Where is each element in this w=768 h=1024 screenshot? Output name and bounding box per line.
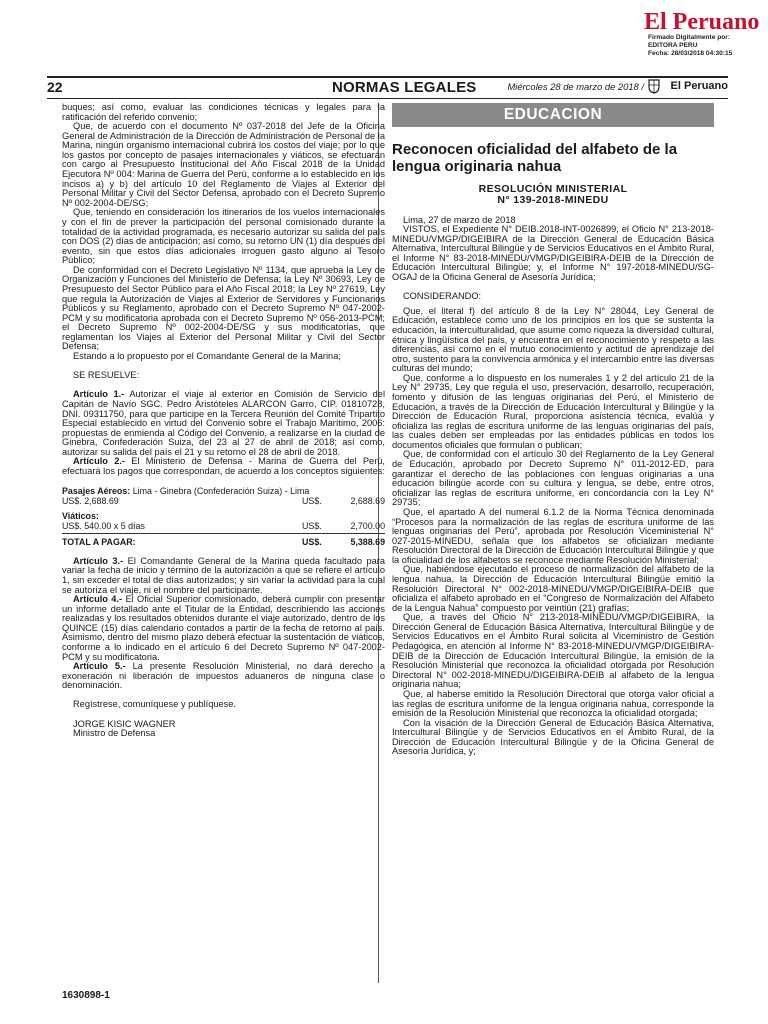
paragraph: Que, el literal f) del artículo 8 de la Ley N° 28044, Ley General de Educación, establece como uno de los principios en los que se sustenta la educación, la interculturalidad, que asume como riqueza la diversidad cultural, étnica y lingüística del país, y encuentra en el reconocimiento y respeto a las diferencias, así como en el mutuo conocimiento y actitud de aprendizaje del otro, sustento para la convivencia armónica y el intercambio entre las diversas culturas del mundo; — [392, 305, 714, 374]
el-peruano-logo — [644, 8, 760, 34]
running-header — [47, 79, 728, 97]
total-label: TOTAL A PAGAR: — [62, 537, 136, 548]
article-label: Artículo 5.- — [73, 661, 126, 672]
payment-label: Viáticos: — [62, 511, 99, 522]
digital-signature — [648, 34, 732, 59]
paragraph: Que, de acuerdo con el documento Nº 037-2018 del Jefe de la Oficina General de Administración de la Dirección de Administración de Personal de la Marina, ningún organismo internacional cubrirá los costos del viaje; por lo que los gastos por concepto de pasajes internacionales y viáticos, se efectuarán con cargo al Presupuesto Institucional del Año Fiscal 2018 de la Unidad Ejecutora Nº 004: Marina de Guerra del Perú, conforme a lo establecido en los incisos a) y b) del artículo 10 del Reglamento de Viajes al Exterior del Personal Militar y Civil del Sector Defensa, aprobado con el Decreto Supremo Nº 002-2004-DE/SG; — [62, 121, 385, 208]
total-currency: US$. — [302, 537, 322, 548]
signature-line: Fecha: 28/03/2018 04:30:15 — [648, 50, 733, 58]
total-amount: 5,388.69 — [350, 537, 385, 548]
logo-text: El Peruano — [644, 9, 760, 34]
payment-amount: 2,700.00 — [350, 521, 385, 532]
paragraph: Que, conforme a lo dispuesto en los numerales 1 y 2 del artículo 21 de la Ley N° 29735, Ley que regula el uso, preservación, desarrollo, recuperación, fomento y difusión de las lenguas originarias del Perú, el Ministerio de Educación, a través de la Dirección de Educación Intercultural y Bilingüe y la Dirección de Educación Rural, proporciona asistencia técnica, evalúa y oficializa las reglas de escritura uniforme de las lenguas originarias del país, las cuales deben ser empleadas por las entidades públicas en todos los documentos oficiales que formulan o publican; — [392, 372, 714, 450]
paragraph: De conformidad con el Decreto Legislativo Nº 1134, que aprueba la Ley de Organización y Funciones del Ministerio de Defensa; la Ley Nº 30693, Ley de Presupuesto del Sector Público para el Año Fiscal 2018; la Ley Nº 27619, Ley que regula la Autorización de Viajes al Exterior de Servidores y Funcionarios Públicos y su Reglamento, aprobado con el Decreto Supremo Nº 047-2002-PCM y su modificatoria aprobada con el Decreto Supremo Nº 056-2013-PCM; el Decreto Supremo Nº 002-2004-DE/SG y sus modificatorias, que reglamentan los Viajes al Exterior del Personal Militar y Civil del Sector Defensa; — [62, 264, 385, 352]
article-label: Artículo 4.- — [73, 594, 123, 605]
payment-route: Lima - Ginebra (Confederación Suiza) - Lima — [130, 486, 310, 497]
article-text: El Ministerio de Defensa - Marina de Guerra del Perú, efectuará los pagos que correspondan, de acuerdo a los conceptos siguientes: — [62, 456, 385, 476]
section-title: NORMAS LEGALES — [332, 79, 477, 96]
payment-currency: US$. — [302, 521, 322, 532]
payment-total-row — [62, 537, 385, 547]
article-label: Artículo 3.- — [73, 555, 124, 566]
signature-line: Firmado Digitalmente por: — [648, 34, 731, 41]
se-resuelve-heading: SE RESUELVE: — [73, 370, 140, 381]
article-text: Autorizar el viaje al exterior en Comisión de Servicio del Capitán de Navío SGC. Pedro Aristóteles ALARCON Garro, CIP. 01810728, DNI. 09311750, para que participe en la Tercera Reunión del Comité Tripartito Especial establecido en virtud del Convenio sobre el Trabajo Marítimo, 2006: propuestas de enmienda al Código del Convenio, a realizarse en la ciudad de Ginebra, Confederación Suiza, del 23 al 27 de abril de 2018; así como, autorizar su salida del país el 21 y su retorno el 28 de abril de 2018. — [62, 389, 385, 457]
payment-pasajes-heading — [62, 486, 385, 496]
payment-row — [62, 496, 385, 506]
payment-currency: US$. — [302, 496, 322, 507]
publication-code: 1630898-1 — [62, 990, 110, 1001]
resolution-number: N° 139-2018-MINEDU — [497, 194, 609, 206]
payment-item: US$. 540.00 x 5 días — [62, 521, 145, 532]
article-text: La presente Resolución Ministerial, no dará derecho a exoneración ni liberación de impuestos aduaneros de ninguna clase o denominación. — [62, 661, 386, 691]
article-label: Artículo 1.- — [73, 389, 125, 400]
article-2 — [62, 457, 385, 476]
article-3 — [62, 557, 385, 595]
payment-amount: 2,688.69 — [350, 496, 385, 507]
right-column — [392, 103, 714, 757]
resolution-type: RESOLUCIÓN MINISTERIAL — [478, 183, 628, 195]
left-column — [62, 103, 385, 739]
place-date: Lima, 27 de marzo de 2018 — [403, 214, 516, 225]
paragraph: Que, a través del Oficio N° 213-2018-MINEDU/VMGP/DIGEIBIRA, la Dirección General de Educación Básica Alternativa, Intercultural Bilingüe y de Servicios Educativos en el Ámbito Rural solicita al Viceministro de Gestión Pedagógica, en atención al Informe N° 83-2018-MINEDU/VMGP/DIGEIBIRA-DEIB de la Dirección de Educación Intercultural Bilingüe, la emisión de la Resolución Ministerial que reconozca la oficialidad otorgada por Resolución Directoral N° 002-2018-MINEDU/DIGEIBIRA-DEIB al alfabeto de la lengua originaria nahua; — [392, 612, 714, 690]
coat-of-arms-icon — [647, 78, 661, 94]
header-brand: El Peruano — [670, 80, 728, 92]
paragraph: Con la visación de la Dirección General de Educación Básica Alternativa, Intercultural Bilingüe y de Servicios Educativos en el Ámbito Rural, de la Dirección de Educación Intercultural Bilingüe y de la Oficina General de Asesoría Jurídica, y; — [392, 717, 714, 757]
page-number: 22 — [47, 79, 63, 95]
signer-role: Ministro de Defensa — [73, 728, 156, 739]
payment-label: Pasajes Aéreos: — [62, 486, 131, 497]
paragraph: Estando a lo propuesto por el Comandante General de la Marina; — [73, 351, 341, 362]
article-text: El Comandante General de la Marina queda facultado para variar la fecha de inicio y término de la autorización a que se refiere el artículo 1, sin exceder el total de días autorizados; y sin variar la actividad para la cual se autoriza el viaje, ni el nombre del participante. — [62, 555, 385, 595]
payment-rule — [62, 533, 385, 534]
payment-viaticos-heading — [62, 511, 385, 521]
paragraph: Que, habiéndose ejecutado el proceso de normalización del alfabeto de la lengua nahua, la Dirección de Educación Intercultural Bilingüe emitió la Resolución Directoral N° 002-2018-MINEDU/VMGP/DIGEIBIRA-DEIB que oficializa el alfabeto aprobado en el “Congreso de Normalización del Alfabeto de la Lengua Nahua” compuesto por veintiún (21) grafías; — [392, 564, 714, 613]
paragraph: buques; así como, evaluar las condiciones técnicas y legales para la ratificación del referido convenio; — [62, 102, 385, 122]
payment-row — [62, 521, 385, 531]
closing-formula: Regístrese, comuníquese y publíquese. — [73, 699, 236, 710]
article-5 — [62, 662, 385, 691]
resolution-headline: Reconocen oficialidad del alfabeto de la lengua originaria nahua — [392, 141, 678, 175]
signature-line: EDITORA PERU — [648, 42, 698, 50]
payments-table — [62, 486, 385, 547]
publication-date: Miércoles 28 de marzo de 2018 / — [507, 81, 644, 92]
article-1 — [62, 390, 385, 457]
paragraph: Que, al haberse emitido la Resolución Directoral que otorga valor oficial a las reglas de escritura uniforme de la lengua originaria nahua, corresponde la emisión de la Resolución Ministerial que reconozca la oficialidad otorgada; — [392, 688, 714, 719]
paragraph: Que, el apartado A del numeral 6.1.2 de la Norma Técnica denominada “Procesos para la normalización de las reglas de escritura uniforme de las lenguas originarias del Perú”, aprobada por Resolución Viceministerial N° 027-2015-MINEDU, señala que los alfabetos se oficializan mediante Resolución Directoral de la Dirección de Educación Intercultural Bilingüe y que la oficialidad de los alfabetos se reconoce mediante Resolución Ministerial; — [392, 506, 714, 565]
signer-name: JORGE KISIC WAGNER — [73, 718, 176, 729]
header-rule-bottom — [47, 98, 728, 99]
paragraph: Que, de conformidad con el artículo 30 del Reglamento de la Ley General de Educación, aprobado por Decreto Supremo N° 011-2012-ED, para garantizar el derecho de las poblaciones con lenguas originarias a una educación bilingüe acorde con su cultura y lengua, se debe, entre otros, oficializar las reglas de escritura uniforme, en concordancia con la Ley N° 29735; — [392, 449, 714, 508]
article-text: El Oficial Superior comisionado, deberá cumplir con presentar un informe detallado ante el Titular de la Entidad, describiendo las acciones realizadas y los resultados obtenidos durante el viaje autorizado, dentro de los QUINCE (15) días calendario contados a partir de la fecha de retorno al país. Asimismo, dentro del mismo plazo deberá efectuar la sustentación de viáticos, conforme a lo indicado en el artículo 6 del Decreto Supremo Nº 047-2002-PCM y su modificatoria. — [62, 594, 385, 662]
section-band: EDUCACION — [392, 103, 714, 127]
paragraph: Que, teniendo en consideración los itinerarios de los vuelos internacionales y con el fin de prever la participación del personal comisionado durante la totalidad de la actividad programada, es necesario autorizar su salida del país con DOS (2) días de anticipación; así como, su retorno UN (1) día después del evento, sin que estos días adicionales irroguen gasto alguno al Tesoro Público; — [62, 207, 385, 266]
vistos-paragraph: VISTOS, el Expediente N° DEIB.2018-INT-0026899, el Oficio N° 213-2018-MINEDU/VMGP/DIGEIBIRA de la Dirección General de Educación Básica Alternativa, Intercultural Bilingüe y de Servicios Educativos en el Ámbito Rural, el Informe N° 83-2018-MINEDU/VMGP/DIGEIBIRA-DEIB de la Dirección de Educación Intercultural Bilingüe; y, el Informe N° 197-2018-MINEDU/SG-OGAJ de la Oficina General de Asesoría Jurídica; — [392, 224, 714, 283]
payment-item: US$. 2,688.69 — [62, 496, 119, 507]
header-rule-top — [47, 76, 728, 78]
article-4 — [62, 595, 385, 662]
considerando-heading: CONSIDERANDO: — [403, 291, 482, 302]
article-label: Artículo 2.- — [73, 456, 125, 467]
